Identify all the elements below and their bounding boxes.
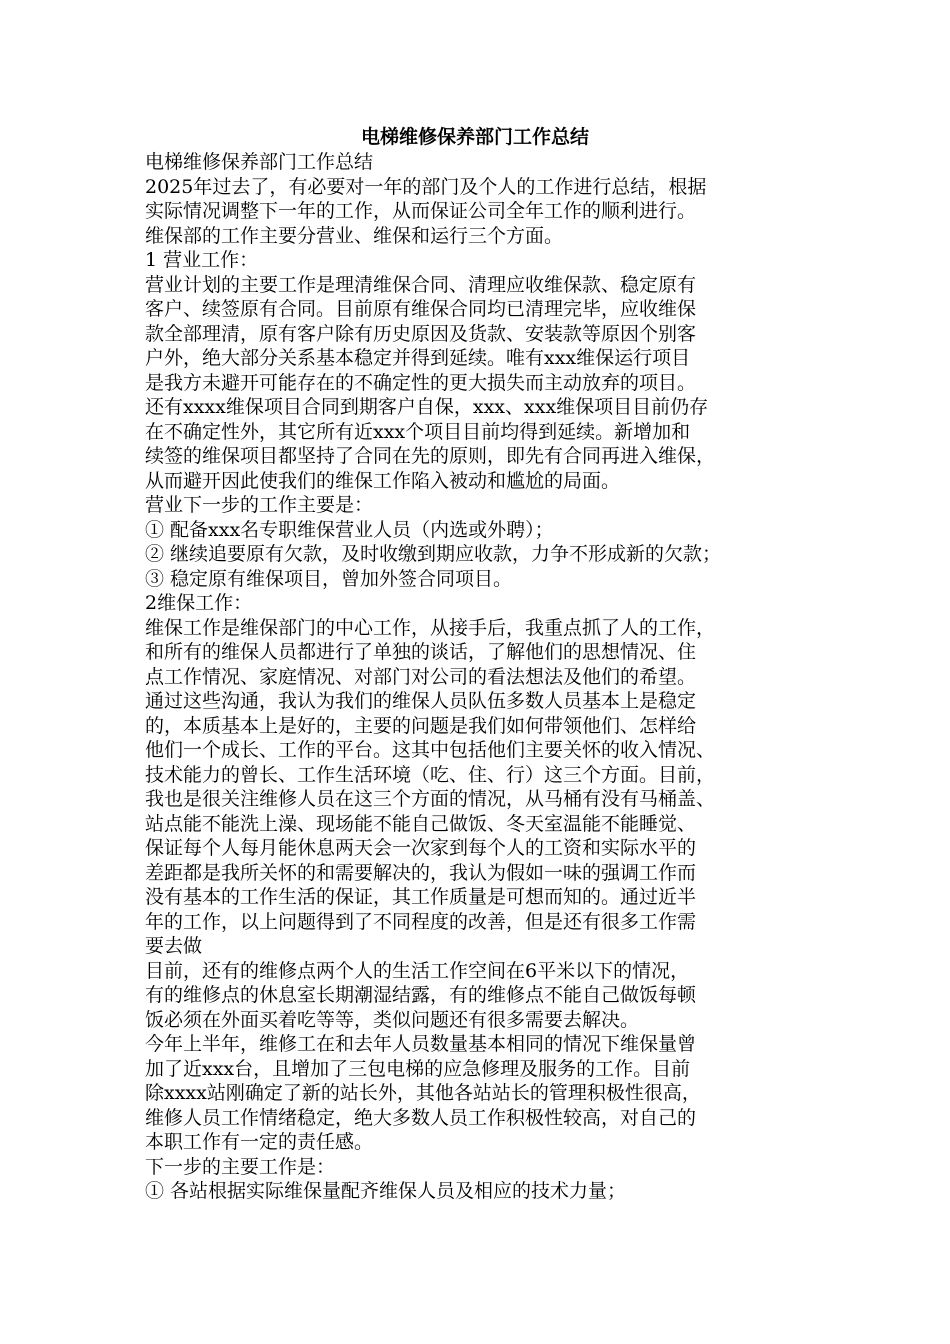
body-line: 客户、续签原有合同。目前原有维保合同均已清理完毕，应收维保 [145, 298, 697, 320]
body-line: 除xxxx站刚确定了新的站长外，其他各站站长的管理积极性很高， [145, 1082, 701, 1104]
body-line: ① 各站根据实际维保量配齐维保人员及相应的技术力量； [145, 1180, 627, 1202]
body-line: 点工作情况、家庭情况、对部门对公司的看法想法及他们的希望。 [145, 665, 697, 688]
document-title: 电梯维修保养部门工作总结 [360, 126, 589, 148]
body-line: 本职工作有一定的责任感。 [145, 1131, 374, 1153]
body-line: 加了近xxx台，且增加了三包电梯的应急修理及服务的工作。目前 [145, 1057, 691, 1080]
body-line: 2025年过去了，有必要对一年的部门及个人的工作进行总结，根据 [145, 175, 707, 198]
body-line: 营业下一步的工作主要是： [145, 494, 374, 516]
body-line: 还有xxxx维保项目合同到期客户自保，xxx、xxx维保项目目前仍存 [145, 396, 709, 418]
body-line: ③ 稳定原有维保项目，曾加外签合同项目。 [145, 567, 513, 590]
body-line: 维保工作是维保部门的中心工作，从接手后，我重点抓了人的工作， [145, 616, 716, 639]
body-line: 实际情况调整下一年的工作，从而保证公司全年工作的顺利进行。 [145, 200, 697, 222]
body-line: 在不确定性外，其它所有近xxx个项目目前均得到延续。新增加和 [145, 420, 691, 443]
body-line: 差距都是我所关怀的和需要解决的，我认为假如一味的强调工作而 [145, 861, 697, 884]
document-body [145, 150, 815, 1204]
body-line: 今年上半年，维修工在和去年人员数量基本相同的情况下维保量曾 [145, 1033, 697, 1055]
body-line: 没有基本的工作生活的保证，其工作质量是可想而知的。通过近半 [145, 886, 697, 908]
body-line: 要去做 [145, 935, 203, 957]
body-line: 年的工作，以上问题得到了不同程度的改善，但是还有很多工作需 [145, 910, 697, 933]
body-line: 通过这些沟通，我认为我们的维保人员队伍多数人员基本上是稳定 [145, 690, 697, 712]
body-line: 从而避开因此使我们的维保工作陷入被动和尴尬的局面。 [145, 469, 621, 492]
body-line: 维保部的工作主要分营业、维保和运行三个方面。 [145, 224, 564, 247]
body-line: 维修人员工作情绪稳定，绝大多数人员工作积极性较高，对自己的 [145, 1106, 697, 1129]
body-line: ② 继续追要原有欠款，及时收缴到期应收款，力争不形成新的欠款； [145, 543, 722, 565]
body-line: 续签的维保项目都坚持了合同在先的原则，即先有合同再进入维保， [145, 445, 716, 467]
body-line: 饭必须在外面买着吃等等，类似问题还有很多需要去解决。 [145, 1008, 640, 1031]
body-line: 技术能力的曾长、工作生活环境（吃、住、行）这三个方面。目前， [145, 763, 716, 786]
body-line: 他们一个成长、工作的平台。这其中包括他们主要关怀的收入情况、 [145, 739, 716, 761]
body-line: 户外，绝大部分关系基本稳定并得到延续。唯有xxx维保运行项目 [145, 347, 691, 369]
body-line: 站点能不能洗上澡、现场能不能自己做饭、冬天室温能不能睡觉、 [145, 812, 697, 835]
body-line: 我也是很关注维修人员在这三个方面的情况，从马桶有没有马桶盖、 [145, 788, 716, 810]
body-line: 目前，还有的维修点两个人的生活工作空间在6平米以下的情况， [145, 959, 690, 982]
body-line: 保证每个人每月能休息两天会一次家到每个人的工资和实际水平的 [145, 837, 697, 859]
body-line: 2维保工作： [145, 592, 253, 614]
body-line: 电梯维修保养部门工作总结 [145, 151, 374, 173]
body-line: ① 配备xxx名专职维保营业人员（内选或外聘）； [145, 518, 554, 541]
body-line: 有的维修点的休息室长期潮湿结露，有的维修点不能自己做饭每顿 [145, 984, 697, 1006]
body-line: 的，本质基本上是好的，主要的问题是我们如何带领他们、怎样给 [145, 714, 697, 737]
body-line: 下一步的主要工作是： [145, 1155, 336, 1178]
body-line: 是我方未避开可能存在的不确定性的更大损失而主动放弃的项目。 [145, 371, 697, 394]
body-line: 营业计划的主要工作是理清维保合同、清理应收维保款、稳定原有 [145, 273, 697, 296]
body-line: 1 营业工作： [145, 249, 259, 271]
body-line: 和所有的维保人员都进行了单独的谈话，了解他们的思想情况、住 [145, 641, 697, 663]
body-line: 款全部理清，原有客户除有历史原因及货款、安装款等原因个别客 [145, 322, 697, 345]
